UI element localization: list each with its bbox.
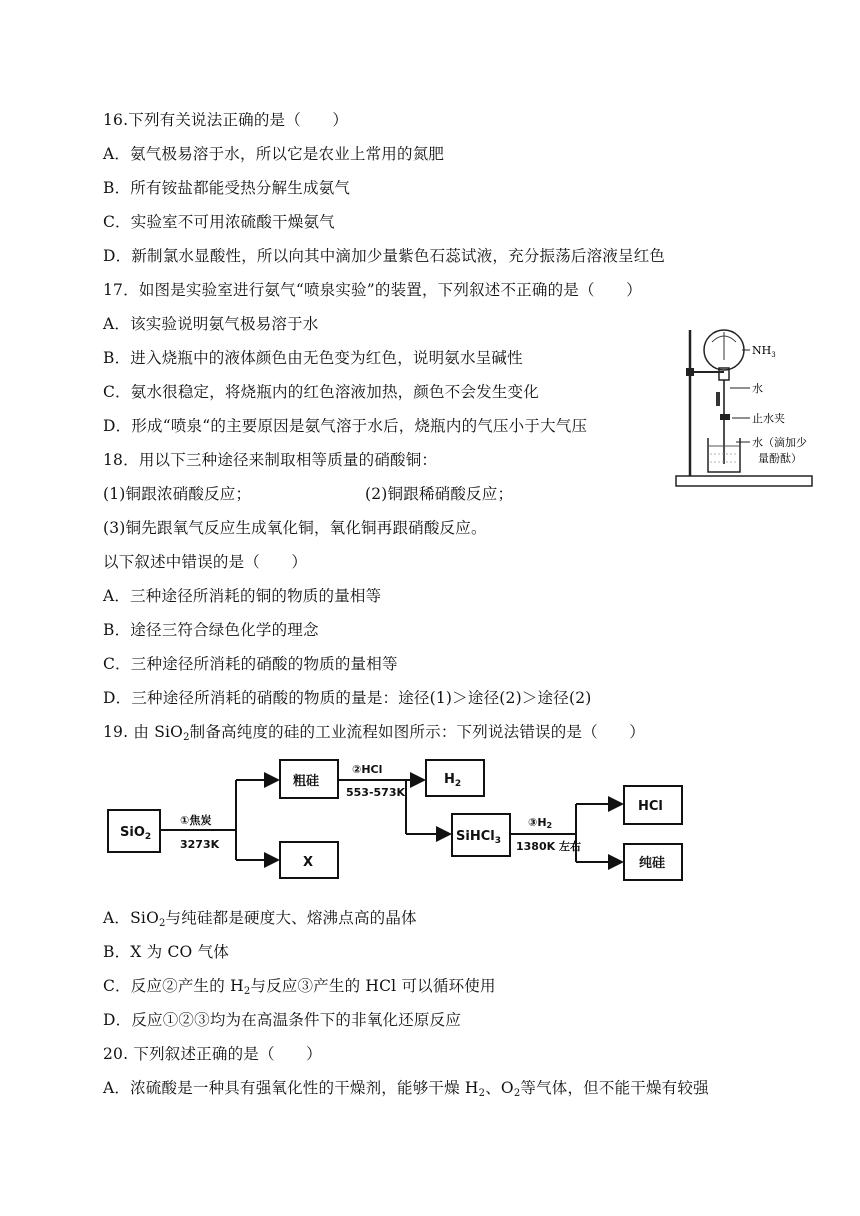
sio2-subscript: 2	[144, 832, 152, 842]
q19-a-post: 与纯硅都是硬度大、熔沸点高的晶体	[165, 909, 417, 927]
crude-si-label: 粗硅	[293, 774, 320, 789]
h2-subscript: 2	[454, 779, 462, 789]
sio2-label: SiO	[120, 825, 145, 840]
q16-option-d: D．新制氯水显酸性，所以向其中滴加少量紫色石蕊试液，充分振荡后溶液呈红色	[103, 247, 666, 265]
step3-temp: 1380K 左右	[516, 840, 581, 853]
pure-si-label: 纯硅	[639, 856, 666, 871]
q18-route2: (2)铜跟稀硝酸反应；	[365, 485, 514, 503]
q19-option-a	[103, 908, 417, 928]
water-label: 水	[752, 382, 763, 395]
step2-label: ②HCl	[352, 763, 383, 776]
h2-box	[426, 760, 484, 796]
sihcl3-subscript: 3	[494, 836, 501, 846]
svg-text:NH3	[752, 344, 776, 359]
step3-subscript: 2	[546, 821, 553, 830]
svg-text:SiHCl3	[456, 829, 501, 846]
q19-c-pre: C．反应②产生的 H	[103, 977, 244, 995]
nh3-label: NH	[752, 344, 772, 357]
q18-option-b: B．途径三符合绿色化学的理念	[103, 621, 319, 639]
q17-option-a: A．该实验说明氨气极易溶于水	[103, 315, 319, 333]
q18-option-c: C．三种途径所消耗的硝酸的物质的量相等	[103, 655, 398, 673]
clamp-label: 止水夹	[752, 412, 785, 425]
q20-a-sub1: 2	[478, 1088, 486, 1099]
q20-stem: 20. 下列叙述正确的是（ ）	[103, 1045, 322, 1063]
q16-stem: 16.下列有关说法正确的是（ ）	[103, 111, 349, 129]
q17-option-d: D．形成“喷泉“的主要原因是氨气溶于水后，烧瓶内的气压小于大气压	[103, 417, 588, 435]
q19-stem-post: 制备高纯度的硅的工业流程如图所示：下列说法错误的是（ ）	[189, 723, 645, 741]
q18-stem: 18．用以下三种途径来制取相等质量的硝酸铜：	[103, 451, 438, 469]
q17-stem: 17．如图是实验室进行氨气“喷泉实验”的装置，下列叙述不正确的是（ ）	[103, 281, 642, 299]
sihcl3-label: SiHCl	[456, 829, 495, 844]
step1-label: ①焦炭	[180, 814, 212, 827]
q19-c-post: 与反应③产生的 HCl 可以循环使用	[250, 977, 496, 995]
q20-a-post: 等气体，但不能干燥有较强	[520, 1079, 709, 1097]
q18-option-a: A．三种途径所消耗的铜的物质的量相等	[103, 587, 382, 605]
q18-option-d: D．三种途径所消耗的硝酸的物质的量是：途径(1)＞途径(2)＞途径(2)	[103, 689, 592, 707]
q19-c-sub: 2	[243, 986, 251, 997]
h2-label: H	[444, 772, 455, 787]
q19-option-c	[103, 976, 496, 996]
q16-option-c: C．实验室不可用浓硫酸干燥氨气	[103, 213, 335, 231]
q20-a-mid: 、O	[485, 1079, 514, 1097]
q17-option-b: B．进入烧瓶中的液体颜色由无色变为红色，说明氨水呈碱性	[103, 349, 523, 367]
q16-option-a: A．氨气极易溶于水，所以它是农业上常用的氮肥	[103, 145, 445, 163]
q20-option-a	[103, 1078, 709, 1098]
svg-text:SiO2	[120, 825, 151, 842]
q17-option-c: C．氨水很稳定，将烧瓶内的红色溶液加热，颜色不会发生变化	[103, 383, 539, 401]
step3-label: ③H	[528, 816, 547, 829]
q19-stem-sub: 2	[183, 732, 190, 743]
q18-route1: (1)铜跟浓硝酸反应；	[103, 485, 252, 503]
x-label: X	[303, 855, 314, 870]
step1-temp: 3273K	[180, 838, 220, 851]
beaker-label-line1: 水（滴加少	[752, 436, 807, 449]
svg-text:H2	[444, 772, 461, 789]
q19-option-d: D．反应①②③均为在高温条件下的非氧化还原反应	[103, 1011, 462, 1029]
step2-temp: 553-573K	[346, 786, 406, 799]
q18-question: 以下叙述中错误的是（ ）	[103, 553, 308, 571]
q16-option-b: B．所有铵盐都能受热分解生成氨气	[103, 179, 351, 197]
hcl-label: HCl	[638, 799, 663, 814]
svg-text:③H2	[528, 816, 552, 830]
q18-route3: (3)铜先跟氧气反应生成氧化铜，氧化铜再跟硝酸反应。	[103, 519, 487, 537]
q20-a-pre: A．浓硫酸是一种具有强氧化性的干燥剂，能够干燥 H	[103, 1079, 479, 1097]
nh3-subscript: 3	[771, 351, 776, 359]
q19-stem-pre: 19. 由 SiO	[103, 723, 184, 741]
silicon-process-flow-diagram	[106, 756, 688, 884]
fountain-apparatus-figure	[672, 322, 832, 490]
q19-option-b: B．X 为 CO 气体	[103, 943, 229, 961]
q19-stem	[103, 722, 645, 742]
q20-a-sub2: 2	[513, 1088, 521, 1099]
q19-a-pre: A．SiO	[103, 909, 159, 927]
beaker-label-line2: 量酚酞）	[758, 452, 802, 465]
q19-a-sub: 2	[158, 918, 166, 929]
